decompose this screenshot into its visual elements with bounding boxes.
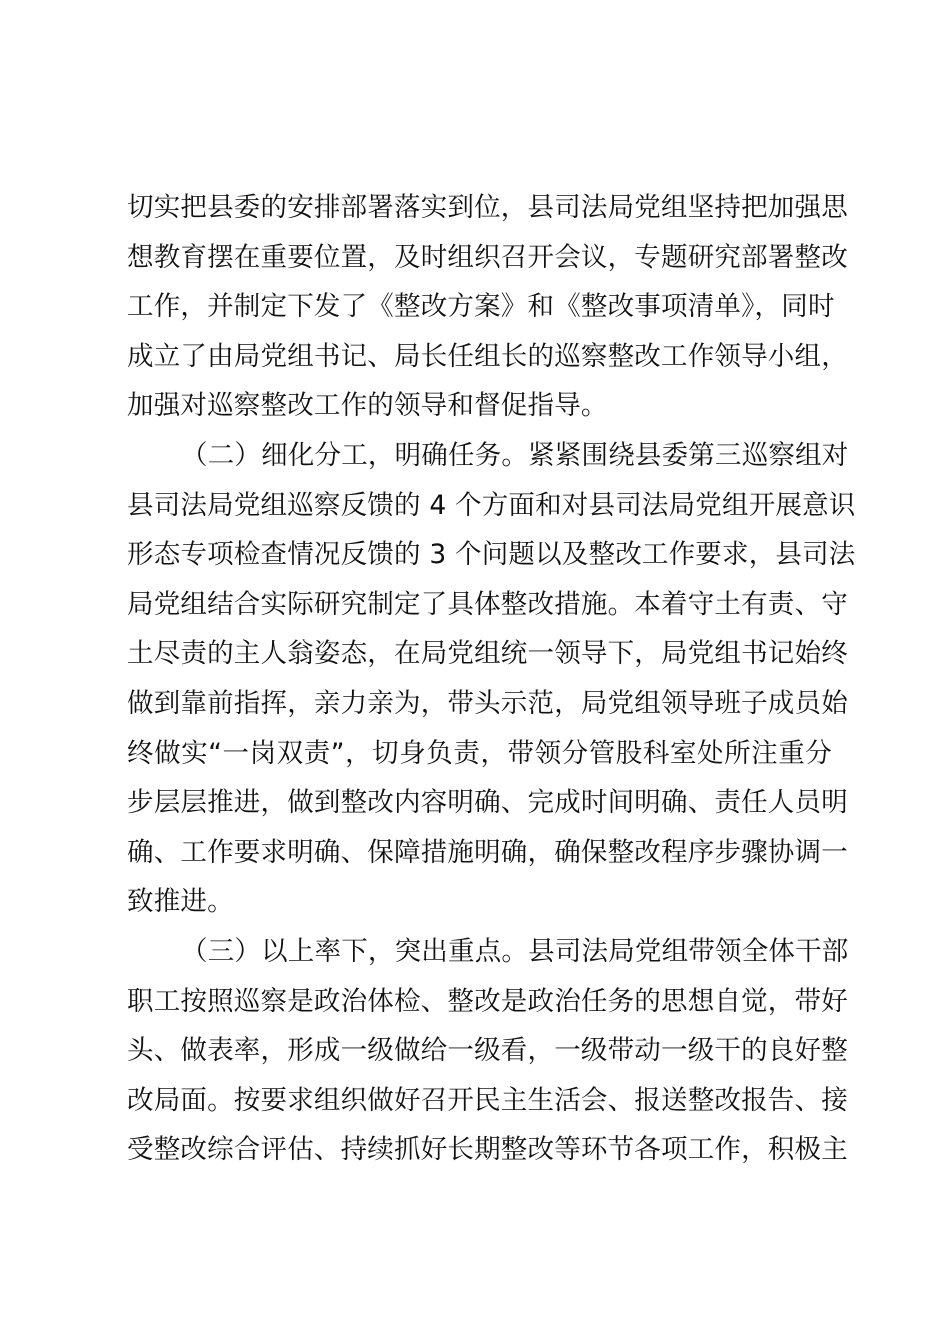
document-body [127, 183, 856, 1175]
text-line: 局党组结合实际研究制定了具体整改措施。本着守土有责、守 [127, 588, 848, 620]
text-line: 致推进。 [127, 886, 234, 918]
text-line: 工作，并制定下发了《整改方案》和《整改事项清单》，同时 [127, 291, 835, 323]
section-heading-line: （三）以上率下，突出重点。县司法局党组带领全体干部 [181, 935, 849, 967]
text-line: 形态专项检查情况反馈的 3 个问题以及整改工作要求，县司法 [127, 539, 856, 571]
text-line: 职工按照巡察是政治体检、整改是政治任务的思想自觉，带好 [127, 985, 848, 1017]
text-line: 确、工作要求明确、保障措施明确，确保整改程序步骤协调一 [127, 836, 848, 868]
text-line: 县司法局党组巡察反馈的 4 个方面和对县司法局党组开展意识 [127, 489, 856, 521]
text-line: 受整改综合评估、持续抓好长期整改等环节各项工作，积极主 [127, 1134, 848, 1166]
text-line: 头、做表率，形成一级做给一级看，一级带动一级干的良好整 [127, 1035, 848, 1067]
text-line: 做到靠前指挥，亲力亲为，带头示范，局党组领导班子成员始 [127, 687, 848, 719]
text-line: 终做实“一岗双责”，切身负责，带领分管股科室处所注重分 [127, 737, 832, 769]
text-line: 想教育摆在重要位置，及时组织召开会议，专题研究部署整改 [127, 241, 848, 273]
text-line: 步层层推进，做到整改内容明确、完成时间明确、责任人员明 [127, 787, 848, 819]
text-line: 改局面。按要求组织做好召开民主生活会、报送整改报告、接 [127, 1084, 848, 1116]
text-line: 切实把县委的安排部署落实到位，县司法局党组坚持把加强思 [127, 192, 848, 223]
text-line: 加强对巡察整改工作的领导和督促指导。 [127, 390, 608, 422]
text-line: 成立了由局党组书记、局长任组长的巡察整改工作领导小组， [127, 340, 848, 372]
section-heading-line: （二）细化分工，明确任务。紧紧围绕县委第三巡察组对 [181, 439, 849, 471]
text-line: 土尽责的主人翁姿态，在局党组统一领导下，局党组书记始终 [127, 638, 848, 670]
